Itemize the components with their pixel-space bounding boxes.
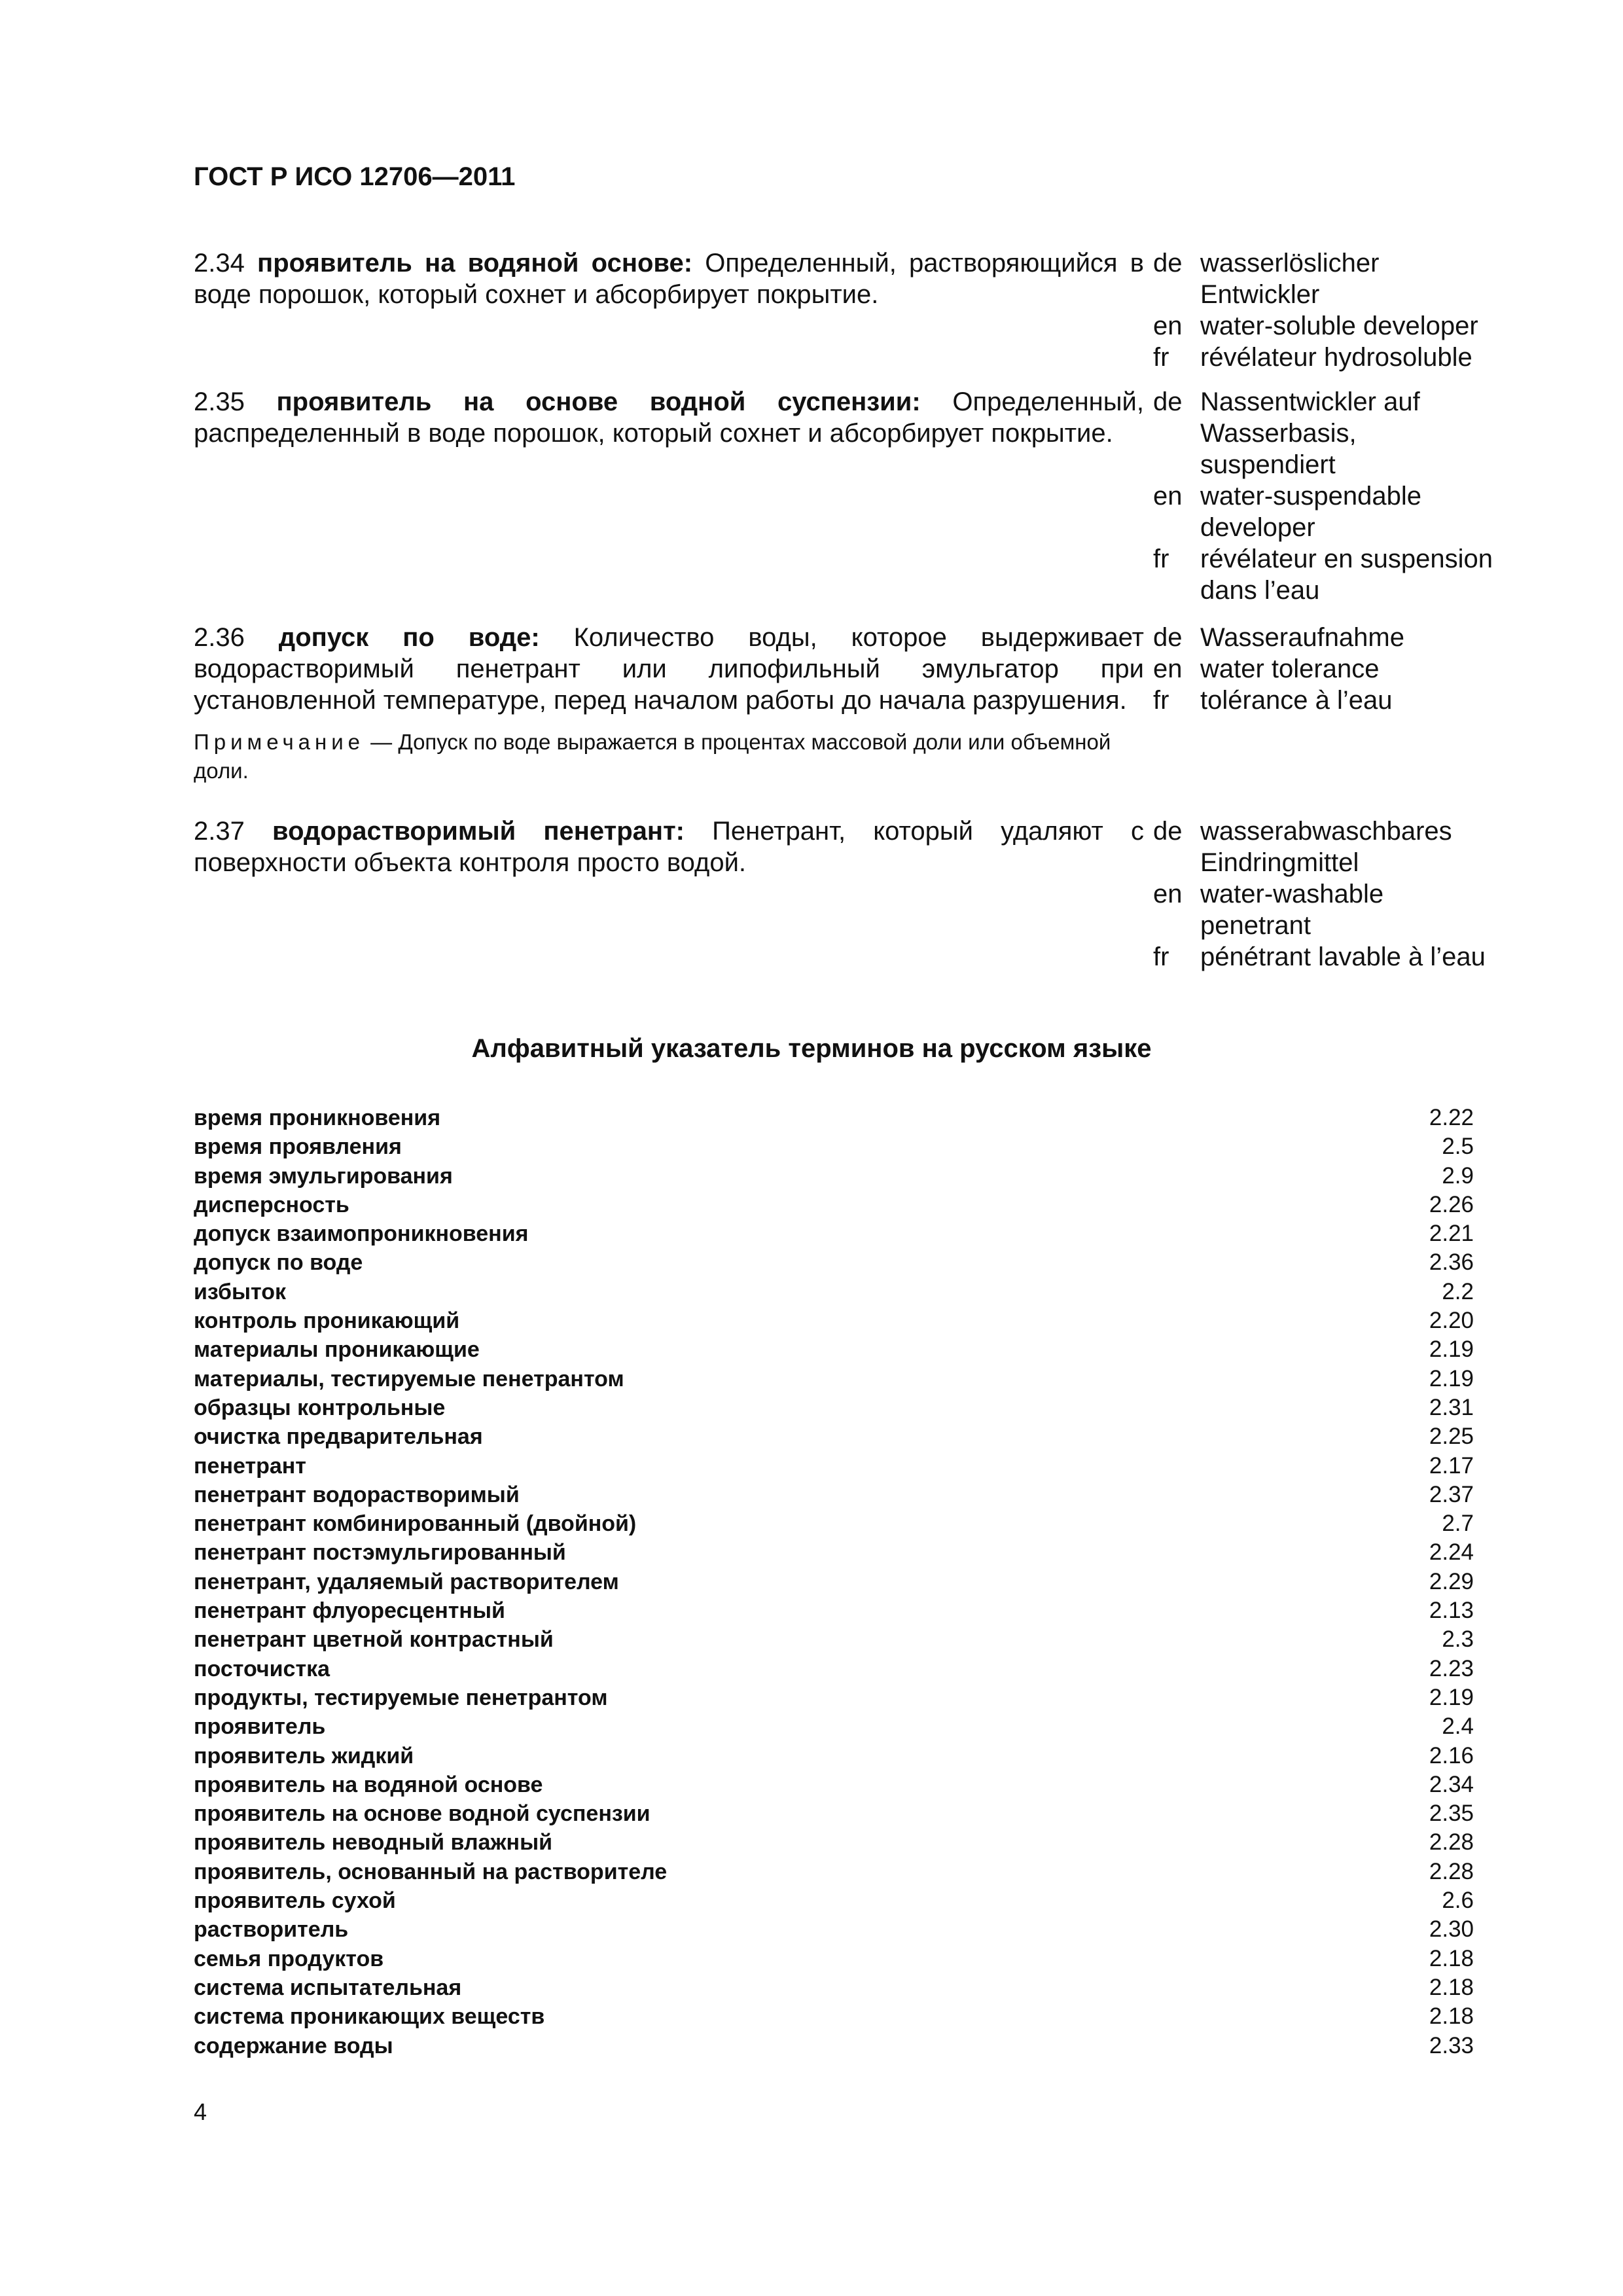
index-term: растворитель [194,1917,349,1943]
term-definition [194,622,1144,716]
index-term: продукты, тестируемые пенетрантом [194,1685,608,1710]
translation-de: Wasseraufnahme [1200,623,1404,652]
index-entry [194,1683,1474,1712]
index-entry [194,1335,1474,1364]
index-term: дисперсность [194,1192,349,1217]
index-entry [194,1162,1474,1191]
index-term: система проникающих веществ [194,2004,545,2030]
index-entry [194,1915,1474,1944]
lang-code-fr: fr [1153,942,1169,971]
term-definition [194,247,1144,310]
index-ref: 2.19 [1429,1365,1474,1391]
term-def: Пенетрант, который удаляют с поверхности объекта контроля просто водой. [194,817,1145,877]
index-term: пенетрант постэмульгированный [194,1540,566,1566]
index-ref: 2.29 [1429,1568,1474,1594]
term-def: Определенный, распределенный в воде порошок, который сохнет и абсорбирует покрытие. [194,387,1144,448]
term-name: проявитель на водяной основе: [257,249,693,278]
index-entry [194,1886,1474,1915]
index-ref: 2.7 [1442,1511,1474,1537]
index-ref: 2.6 [1442,1888,1474,1914]
lang-code-fr: fr [1153,343,1169,372]
index-ref: 2.24 [1429,1539,1474,1566]
index-term: содержание воды [194,2033,393,2058]
index-ref: 2.28 [1429,1829,1474,1856]
lang-code-de: de [1153,817,1183,846]
index-term: материалы, тестируемые пенетрантом [194,1366,624,1391]
translation-fr: tolérance à l’eau [1200,686,1393,715]
index-term: пенетрант [194,1453,306,1479]
index-entry [194,1712,1474,1741]
index-ref: 2.5 [1442,1134,1474,1160]
page-number: 4 [194,2098,207,2125]
index-ref: 2.33 [1429,2032,1474,2058]
index-term: образцы контрольные [194,1395,446,1420]
index-term: пенетрант водорастворимый [194,1482,520,1507]
translation-en: water-suspendable developer [1200,482,1421,542]
index-ref: 2.19 [1429,1684,1474,1710]
index-ref: 2.2 [1442,1278,1474,1304]
lang-code-en: en [1153,880,1183,908]
index-term: проявитель неводный влажный [194,1830,553,1856]
index-term: пенетрант флуоресцентный [194,1598,505,1624]
index-ref: 2.17 [1429,1452,1474,1479]
index-entry [194,1509,1474,1538]
index-ref: 2.9 [1442,1162,1474,1189]
translation-de: Nassentwickler auf Wasserbasis, suspendiert [1200,387,1420,479]
index-ref: 2.3 [1442,1626,1474,1653]
index-term: избыток [194,1279,286,1304]
index-entry [194,1857,1474,1886]
index-entry [194,1278,1474,1306]
lang-code-en: en [1153,312,1183,340]
lang-code-en: en [1153,482,1183,511]
index-ref: 2.31 [1429,1394,1474,1420]
term-note [194,728,1144,785]
index-entry [194,1770,1474,1799]
index-term: пенетрант цветной контрастный [194,1627,554,1653]
term-translations [1153,622,1520,716]
index-entry [194,1480,1474,1509]
term-translations [1153,386,1520,606]
translation-de: wasserabwaschbares Eindringmittel [1200,817,1452,877]
index-ref: 2.25 [1429,1424,1474,1450]
index-term: проявитель жидкий [194,1743,414,1768]
index-ref: 2.18 [1429,2003,1474,2030]
index-term: очистка предварительная [194,1424,483,1450]
index-entry [194,1422,1474,1451]
index-term: система испытательная [194,1975,462,2000]
term-name: допуск по воде: [278,623,540,652]
index-title: Алфавитный указатель терминов на русском языке [471,1034,1152,1063]
index-entry [194,1742,1474,1770]
index-term: время эмульгирования [194,1163,453,1189]
term-translations [1153,816,1520,973]
index-term: контроль проникающий [194,1308,460,1334]
index-term: время проникновения [194,1105,441,1130]
term-number: 2.35 [194,387,245,416]
index-ref: 2.20 [1429,1308,1474,1334]
lang-code-fr: fr [1153,545,1169,573]
term-number: 2.34 [194,249,245,278]
lang-code-de: de [1153,623,1183,652]
index-term: проявитель, основанный на растворителе [194,1859,668,1884]
translation-fr: révélateur hydrosoluble [1200,343,1472,372]
index-ref: 2.26 [1429,1191,1474,1217]
index-ref: 2.22 [1429,1105,1474,1130]
index-entry [194,1132,1474,1161]
index-entry [194,1365,1474,1393]
term-def: Определенный, растворяющийся в воде порошок, который сохнет и абсорбирует покрытие. [194,249,1144,309]
note-label: Примечание [194,730,365,754]
index-entry [194,1103,1474,1132]
index-ref: 2.16 [1429,1742,1474,1768]
lang-code-en: en [1153,655,1183,683]
index-ref: 2.36 [1429,1249,1474,1276]
index-ref: 2.21 [1429,1221,1474,1247]
term-entry-2-35 [194,386,1509,609]
index-entry [194,1973,1474,2002]
index-term: допуск взаимопроникновения [194,1221,529,1247]
index-term: пенетрант комбинированный (двойной) [194,1511,637,1537]
term-name: водорастворимый пенетрант: [272,817,685,846]
term-definition [194,816,1144,878]
index-entry [194,2032,1474,2060]
translation-en: water-washable penetrant [1200,880,1384,940]
index-term: проявитель на водяной основе [194,1772,543,1797]
lang-code-fr: fr [1153,686,1169,715]
index-entry [194,1625,1474,1654]
index-entry [194,1191,1474,1219]
index-entry [194,1306,1474,1335]
index-term: проявитель [194,1714,326,1740]
index-ref: 2.13 [1429,1598,1474,1624]
index-entry [194,1219,1474,1248]
index-term: время проявления [194,1134,402,1160]
index-term: материалы проникающие [194,1337,480,1363]
index-entry [194,1393,1474,1422]
translation-fr: révélateur en suspension dans l’eau [1200,545,1493,605]
index-ref: 2.37 [1429,1481,1474,1507]
term-def: Количество воды, которое выдерживает водорастворимый пенетрант или липофильный эмульгатор при установленной температуре, перед началом работы до начала разрушения. [194,623,1144,715]
index-entry [194,1248,1474,1277]
index-entry [194,1945,1474,1973]
index-ref: 2.34 [1429,1771,1474,1797]
translation-en: water-soluble developer [1200,312,1478,340]
index-ref: 2.4 [1442,1713,1474,1740]
note-text: — Допуск по воде выражается в процентах массовой доли или объемной доли. [194,730,1111,783]
index-entry [194,1452,1474,1480]
term-definition [194,386,1144,449]
index-term: проявитель сухой [194,1888,396,1914]
index-entry [194,1655,1474,1683]
index-ref: 2.30 [1429,1916,1474,1943]
translation-en: water tolerance [1200,655,1380,683]
index-ref: 2.18 [1429,1974,1474,2000]
index-term: пенетрант, удаляемый растворителем [194,1569,619,1594]
term-entry-2-37 [194,816,1509,986]
index-ref: 2.23 [1429,1655,1474,1681]
index-term: допуск по воде [194,1250,363,1276]
translation-de: wasserlöslicher Entwickler [1200,249,1380,309]
lang-code-de: de [1153,387,1183,416]
term-number: 2.37 [194,817,245,846]
index-entry [194,1799,1474,1828]
translation-fr: pénétrant lavable à l’eau [1200,942,1486,971]
term-name: проявитель на основе водной суспензии: [276,387,921,416]
index-entry [194,1538,1474,1567]
index-entry [194,1568,1474,1596]
index-ref: 2.35 [1429,1801,1474,1827]
index-term: семья продуктов [194,1946,384,1971]
alphabetical-index [194,1103,1474,2060]
index-entry [194,1596,1474,1625]
index-ref: 2.18 [1429,1945,1474,1971]
term-number: 2.36 [194,623,245,652]
lang-code-de: de [1153,249,1183,278]
term-entry-2-36 [194,622,1509,792]
term-translations [1153,247,1520,373]
index-term: посточистка [194,1656,330,1681]
term-entry-2-34 [194,247,1509,378]
index-ref: 2.28 [1429,1858,1474,1884]
document-id: ГОСТ Р ИСО 12706—2011 [194,162,516,191]
index-term: проявитель на основе водной суспензии [194,1801,651,1827]
index-entry [194,2002,1474,2031]
index-entry [194,1828,1474,1857]
index-ref: 2.19 [1429,1336,1474,1363]
